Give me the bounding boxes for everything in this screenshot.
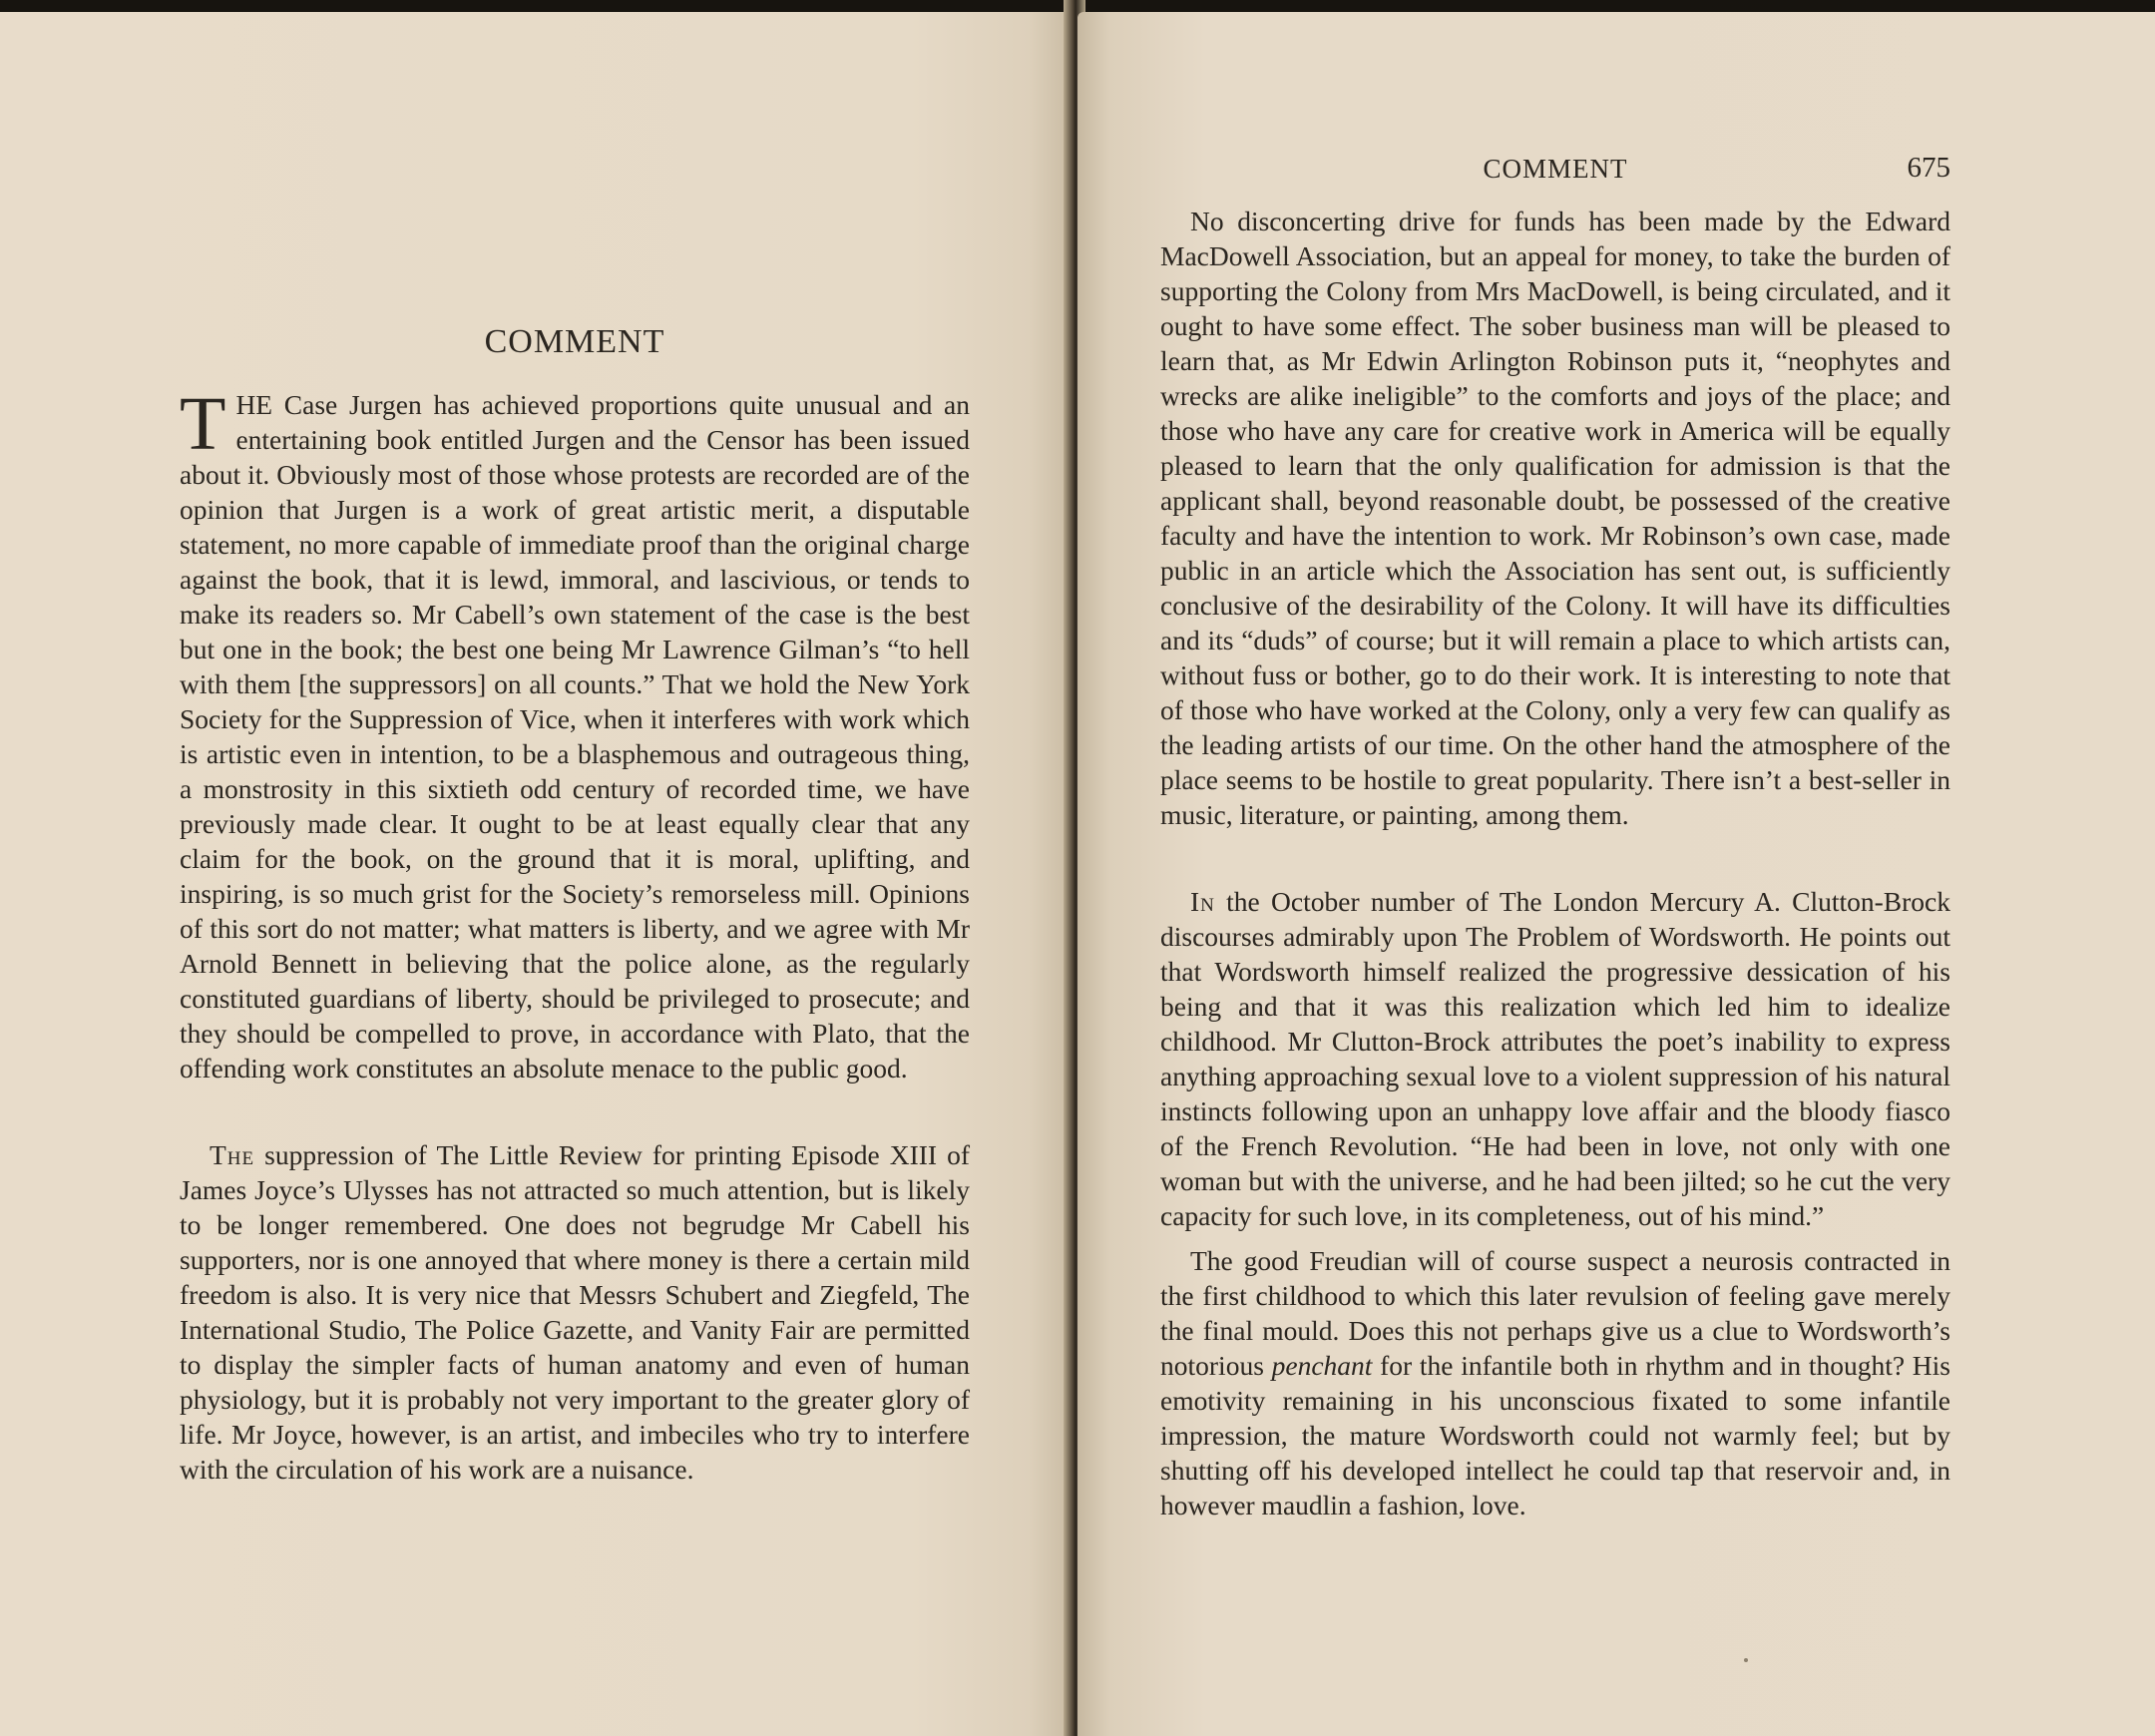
paragraph-text: HE Case Jurgen has achieved proportions quite unusual and an entertaining book entitled Jurgen and the Censor has been issued about it. Obviously most of those whose protests are recorded are of the opinion that Jurgen is a work of great artistic merit, a disputable statement, no more capable of immediate proof than the original charge against the book, that it is lewd, immoral, and lascivious, or tends to make its readers so. Mr Cabell’s own statement of the case is the best but one in the book; the best one being Mr Lawrence Gilman’s “to hell with them [the suppressors] on all counts.” That we hold the New York Society for the Suppression of Vice, when it interferes with work which is artistic even in intention, to be a blasphemous and outrageous thing, a monstrosity in this sixtieth odd century of recorded time, we have previously made clear. It ought to be at least equally clear that any claim for the book, on the ground that it is moral, uplifting, and inspiring, is so much grist for the Society’s remorseless mill. Opinions of this sort do not matter; what matters is liberty, and we agree with Mr Arnold Bennett in believing that the police alone, as the regularly constituted guardians of liberty, should be privileged to prosecute; and they should be compelled to prove, in accordance with Plato, that the offending work constitutes an absolute menace to the public good. [180, 389, 970, 1084]
paragraph-lead: In [1190, 886, 1215, 917]
left-page [0, 12, 1072, 1736]
drop-cap: T [180, 382, 226, 466]
paragraph-freudian [1160, 1243, 1950, 1522]
paragraph-text: The good Freudian will of course suspect a neurosis contracted in the first childhood to which this later revulsion of feeling gave merely the final mould. Does this not perhaps give us a clue to Wordsworth’s notorious [1160, 1245, 1950, 1381]
paragraph-text: the October number of The London Mercury A. Clutton-Brock discourses admirably upon The Problem of Wordsworth. He points out that Wordsworth himself realized the progressive dessication of his being and that it was this realization which led him to idealize childhood. Mr Clutton-Brock attributes the poet’s inability to express anything approaching sexual love to a violent suppression of his natural instincts following upon an unhappy love affair and the bloody fiasco of the French Revolution. “He had been in love, not only with one woman but with the universe, and he had been jilted; so he cut the very capacity for such love, in its completeness, out of his mind.” [1160, 886, 1950, 1231]
page-heading: COMMENT [484, 323, 665, 360]
paragraph-lead: The [210, 1139, 255, 1170]
paragraph-jurgen [180, 382, 970, 1085]
paper-speck [1744, 1658, 1748, 1662]
left-text-column [180, 382, 970, 1487]
running-title: COMMENT [1483, 154, 1628, 184]
italic-word: penchant [1271, 1350, 1373, 1381]
paragraph-macdowell: No disconcerting drive for funds has been made by the Edward MacDowell Association, but an appeal for money, to take the burden of supporting the Colony from Mrs MacDowell, is being circulated, and it ought to have some effect. The sober business man will be pleased to learn that, as Mr Edwin Arlington Robinson puts it, “neophytes and wrecks are alike ineligible” to the comforts and joys of the place; and those who have any care for creative work in America will be equally pleased to learn that the only qualification for admission is that the applicant shall, beyond reasonable doubt, be possessed of the creative faculty and have the intention to work. Mr Robinson’s own case, made public in an article which the Association has sent out, is sufficiently conclusive of the desirability of the Colony. It will have its difficulties and its “duds” of course; but it will remain a place to which artists can, without fuss or bother, go to do their work. It is interesting to note that of those who have worked at the Colony, only a very few can qualify as the leading artists of our time. On the other hand the atmosphere of the place seems to be hostile to great popularity. There isn’t a best-seller in music, literature, or painting, among them. [1160, 206, 1950, 830]
right-page [1078, 12, 2155, 1736]
page-number: 675 [1907, 152, 1950, 184]
right-text-column [1160, 204, 1950, 1522]
paragraph-wordsworth [1160, 884, 1950, 1233]
paragraph-little-review [180, 1137, 970, 1487]
running-head [1160, 154, 1950, 194]
paragraph-text: suppression of The Little Review for printing Episode XIII of James Joyce’s Ulysses has not attracted so much attention, but is likely to be longer remembered. One does not begrudge Mr Cabell his supporters, nor is one annoyed that where money is there a certain mild freedom is also. It is very nice that Messrs Schubert and Ziegfeld, The International Studio, The Police Gazette, and Vanity Fair are permitted to display the simpler facts of human anatomy and even of human physiology, but it is probably not very important to the greater glory of life. Mr Joyce, however, is an artist, and imbeciles who try to interfere with the circulation of his work are a nuisance. [180, 1139, 970, 1485]
paragraph-text: for the infantile both in rhythm and in thought? His emotivity remaining in his unconscious fixated to some infantile impression, the mature Wordsworth could not warmly feel; but by shutting off his developed intellect he could tap that reservoir and, in however maudlin a fashion, love. [1160, 1350, 1951, 1520]
